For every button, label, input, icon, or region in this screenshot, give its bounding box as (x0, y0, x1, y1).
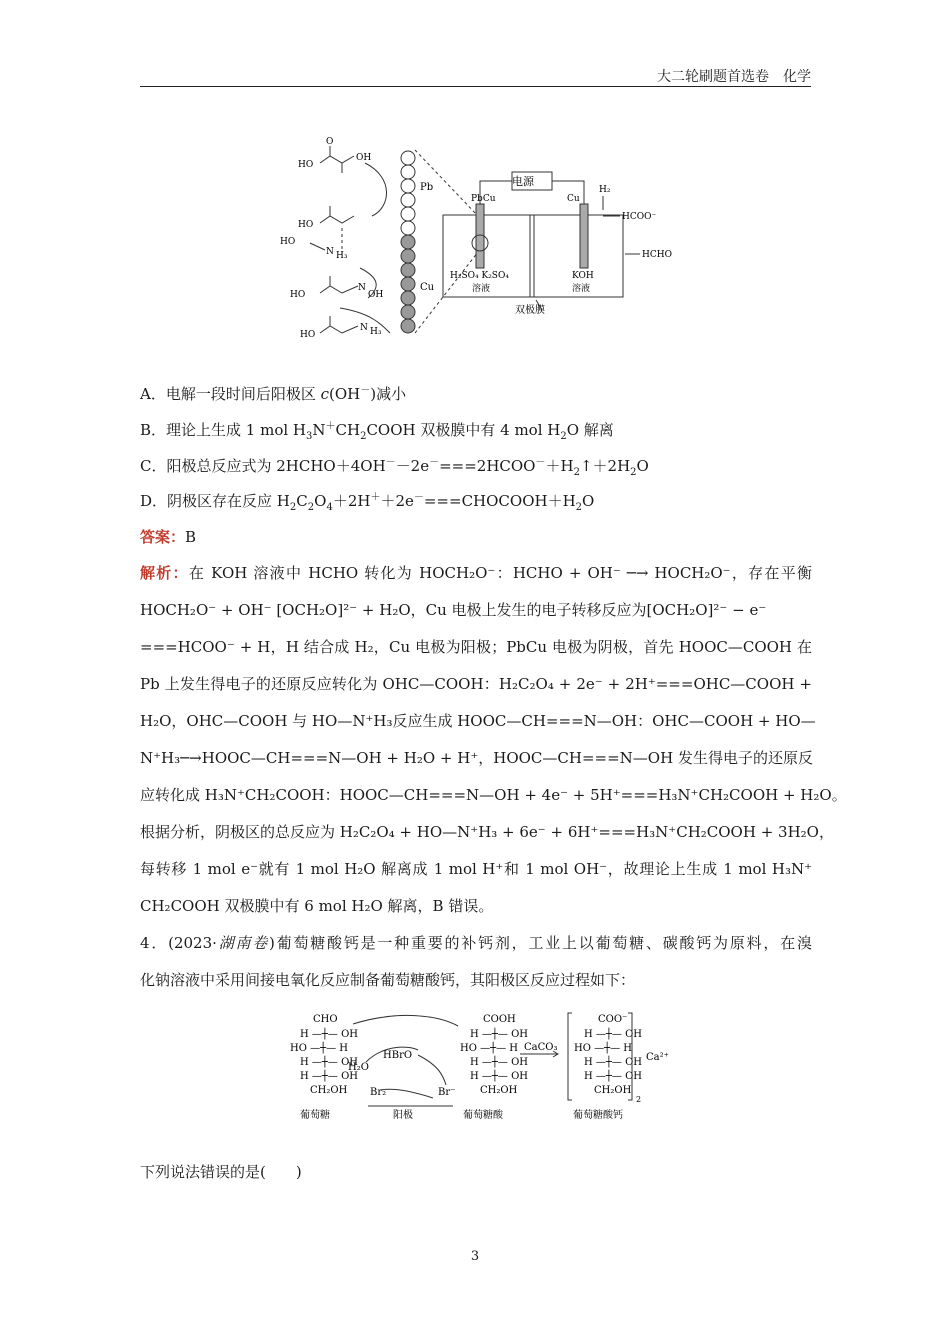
option-b-text-2: N (312, 421, 326, 439)
analysis-label: 解析： (140, 564, 189, 582)
fig2-cooh: COOH (483, 1014, 516, 1025)
fig2-calcium-label: 葡萄糖酸钙 (573, 1110, 623, 1121)
fig2-acid-r2: HO —┼— H (460, 1043, 519, 1054)
fig2-ca-r2: HO —┼— H (574, 1043, 633, 1054)
fig2-ca-ion: Ca²⁺ (646, 1052, 669, 1063)
analysis-line-8: 根据分析，阴极区的总反应为 H₂C₂O₄ + HO—N⁺H₃ + 6e⁻ + 6H⁺===H₃N⁺CH₂COOH + 3H₂O， (140, 823, 834, 841)
cu-label: Cu (420, 282, 435, 293)
fig2-h2o: H₂O (348, 1062, 369, 1073)
option-c-text-1: C．阳极总反应式为 2HCHO＋4OH (140, 457, 386, 475)
mol1-oh: OH (356, 153, 372, 163)
analysis-line-2: HOCH₂O⁻ + OH⁻ [OCH₂O]²⁻ + H₂O，Cu 电极上发生的电子转移反应为[OCH₂O]²⁻ − e⁻ (140, 601, 767, 619)
electrolysis-figure (280, 128, 680, 350)
option-c-text-5: ↑＋2H (579, 457, 631, 475)
mol3-n: N (326, 247, 334, 257)
q4-text-1: )葡萄糖酸钙是一种重要的补钙剂，工业上以葡萄糖、碳酸钙为原料，在溴 (269, 934, 812, 952)
fig2-acid-r1: H —┼— OH (470, 1029, 529, 1040)
mol3-ho: HO (280, 237, 296, 247)
option-a-text-3: )减小 (370, 385, 407, 403)
right-electrode-label: Cu (567, 194, 580, 204)
mol5-n: N (360, 323, 368, 333)
left-solution-label: H₂SO₄ K₂SO₄ (450, 271, 509, 281)
fig2-glucose-label: 葡萄糖 (300, 1110, 330, 1121)
fig2-ca-r1: H —┼— OH (584, 1029, 643, 1040)
option-d: D．阴极区存在反应 $H_2C_2O_4+2H^++2e^-===CHOCOOH+H_2O$ (140, 492, 595, 513)
fig2-glu-r3: H —┼— OH (300, 1057, 359, 1068)
analysis-line-10: CH₂COOH 双极膜中有 6 mol H₂O 解离，B 错误。 (140, 897, 494, 915)
membrane-label: 双极膜 (515, 305, 545, 316)
option-d-text-7: O (582, 492, 595, 510)
option-a: A．电解一段时间后阳极区 c(OH－)减小 (140, 385, 407, 403)
analysis-line-5: H₂O，OHC—COOH 与 HO—N⁺H₃反应生成 HOOC—CH===N—OH：OHC—COOH + HO— (140, 712, 816, 730)
answer-line (140, 527, 812, 547)
option-c-text-2: －2e (395, 457, 430, 475)
fig2-anode-label: 阳极 (393, 1110, 413, 1121)
option-b: B．理论上生成 1 mol $H_3N^+CH_2COOH$ 双极膜中有 4 mol $H_2O$ 解离 (140, 421, 614, 442)
option-d-text-4: ＋2H (332, 492, 371, 510)
answer-value: B (185, 528, 197, 546)
fig2-coo: COO⁻ (598, 1014, 628, 1025)
mol4-n: N (358, 283, 366, 293)
option-c-text-3: ===2HCOO (439, 457, 536, 475)
mol5-ho: HO (300, 330, 316, 340)
option-c: C．阳极总反应式为 $2HCHO+4OH^--2e^-===2HCOO^-+H_2↑+2H_2O$ (140, 457, 649, 478)
fig2-acid-ch2oh: CH₂OH (480, 1085, 518, 1096)
fig2-caco3: CaCO₃ (524, 1042, 558, 1053)
fig2-ca-r3: H —┼— OH (584, 1057, 643, 1068)
header-title: 大二轮刷题首选卷 化学 (657, 69, 811, 85)
analysis-line-9: 每转移 1 mol e⁻就有 1 mol H₂O 解离成 1 mol H⁺和 1 mol OH⁻，故理论上生成 1 mol H₃N⁺ (140, 860, 812, 878)
analysis-line-1 (140, 563, 812, 583)
question-4-line-1 (140, 933, 812, 953)
mol1-o: O (326, 137, 334, 147)
fig2-glu-r4: H —┼— OH (300, 1071, 359, 1082)
option-d-text-6: ===CHOCOOH＋H (423, 492, 576, 510)
analysis-line-7: 应转化成 H₃N⁺CH₂COOH：HOOC—CH===N—OH + 4e⁻ + 5H⁺===H₃N⁺CH₂COOH + H₂O。 (140, 786, 847, 804)
option-d-text-1: D．阴极区存在反应 H (140, 492, 290, 510)
page-header (140, 66, 811, 87)
hcho-label: HCHO (642, 250, 672, 260)
option-b-text-3: CH (335, 421, 361, 439)
option-b-text-1: B．理论上生成 1 mol H (140, 421, 307, 439)
hcoo-label: HCOO⁻ (622, 212, 657, 222)
option-b-text-5: O 解离 (566, 421, 614, 439)
option-d-text-3: O (314, 492, 327, 510)
right-solution-label: KOH (572, 271, 594, 281)
mol3-h3: H₃ (336, 251, 348, 261)
gluconate-figure (288, 1010, 688, 1130)
mol1-ho: HO (298, 160, 314, 170)
h2-label: H₂ (599, 185, 611, 195)
q4-source: 湖南卷 (216, 934, 270, 952)
left-solution-label-2: 溶液 (472, 284, 491, 294)
question-4-prompt: 下列说法错误的是( ) (140, 1163, 302, 1181)
mol4-ho: HO (290, 290, 306, 300)
option-c-text-4: ＋H (545, 457, 574, 475)
analysis-text-1: 在 KOH 溶液中 HCHO 转化为 HOCH₂O⁻：HCHO + OH⁻ ─→ HOCH₂O⁻，存在平衡 (188, 564, 812, 582)
option-a-text-2: (OH (329, 385, 361, 403)
option-d-text-2: C (296, 492, 308, 510)
fig2-sub2: 2 (636, 1095, 642, 1104)
power-label: 电源 (512, 175, 534, 188)
right-solution-label-2: 溶液 (572, 284, 591, 294)
fig2-cho: CHO (313, 1014, 338, 1025)
fig2-hbro: HBrO (383, 1050, 413, 1061)
option-a-text-1: A．电解一段时间后阳极区 (140, 385, 321, 403)
question-4-line-2: 化钠溶液中采用间接电氧化反应制备葡萄糖酸钙，其阳极区反应过程如下： (140, 971, 636, 989)
mol5-h3: H₃ (370, 327, 382, 337)
mol2-ho: HO (298, 220, 314, 230)
fig2-glu-r1: H —┼— OH (300, 1029, 359, 1040)
fig2-br: Br⁻ (438, 1087, 456, 1098)
fig2-glu-ch2oh: CH₂OH (310, 1085, 348, 1096)
analysis-line-3: ===HCOO⁻ + H，H 结合成 H₂，Cu 电极为阳极；PbCu 电极为阴极，首先 HOOC—COOH 在 (140, 638, 812, 656)
option-d-text-5: ＋2e (380, 492, 414, 510)
page-number: 3 (470, 1249, 480, 1264)
pb-label: Pb (420, 182, 434, 193)
answer-label: 答案： (140, 528, 186, 546)
mol4-oh: OH (368, 290, 384, 300)
fig2-glu-r2: HO —┼— H (290, 1043, 349, 1054)
fig2-acid-r3: H —┼— OH (470, 1057, 529, 1068)
fig2-gluconic-label: 葡萄糖酸 (463, 1110, 503, 1121)
option-b-text-4: COOH 双极膜中有 4 mol H (366, 421, 561, 439)
left-electrode-label: PbCu (471, 194, 496, 204)
analysis-line-6: N⁺H₃─→HOOC—CH===N—OH + H₂O + H⁺，HOOC—CH===N—OH 发生得电子的还原反 (140, 749, 813, 767)
fig2-acid-r4: H —┼— OH (470, 1071, 529, 1082)
fig2-br2: Br₂ (370, 1087, 387, 1098)
analysis-line-4: Pb 上发生得电子的还原反应转化为 OHC—COOH：H₂C₂O₄ + 2e⁻ + 2H⁺===OHC—COOH + (140, 675, 812, 693)
fig2-ca-ch2oh: CH₂OH (594, 1085, 632, 1096)
q4-num: 4．(2023· (140, 934, 217, 952)
option-c-text-6: O (636, 457, 649, 475)
fig2-ca-r4: H —┼— OH (584, 1071, 643, 1082)
option-a-c: c (320, 385, 330, 403)
